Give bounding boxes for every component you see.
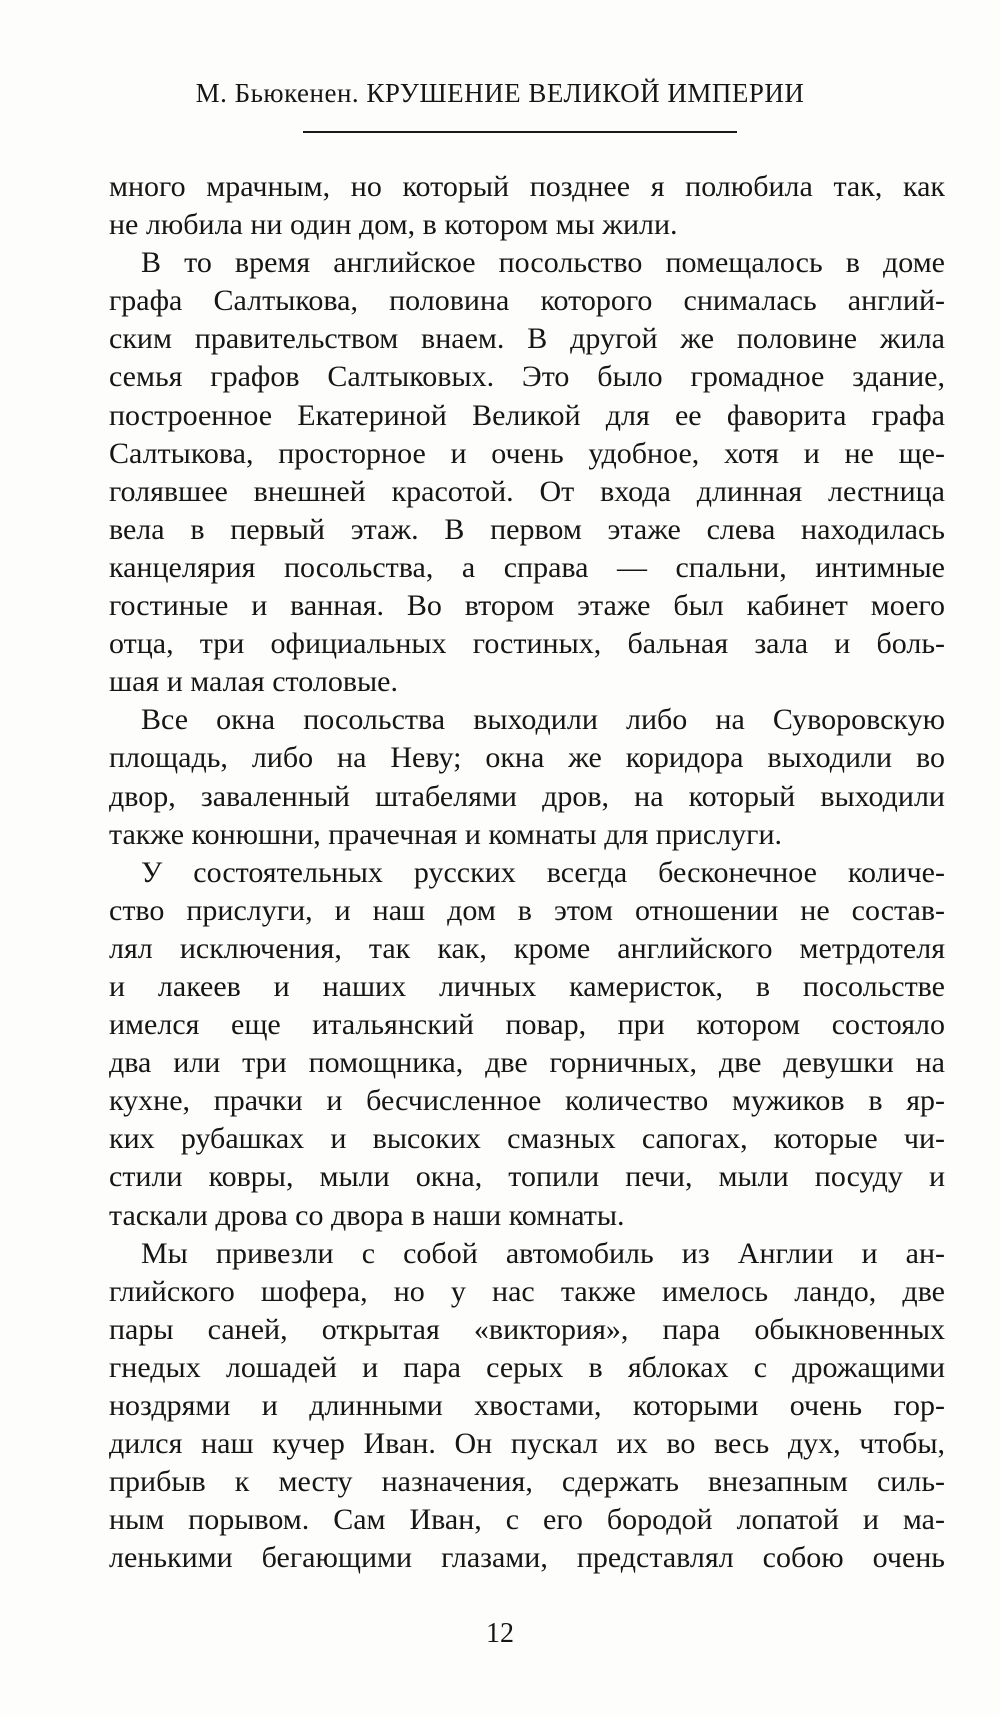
header-rule <box>303 131 737 133</box>
text-line: семья графов Салтыковых. Это было громадное здание, <box>109 360 945 394</box>
text-line: таскали дрова со двора в наши комнаты. <box>109 1198 625 1232</box>
text-line: ским правительством внаем. В другой же половине жила <box>109 322 945 356</box>
text-line: построенное Екатериной Великой для ее фаворита графа <box>109 398 945 432</box>
text-line: канцелярия посольства, а справа — спальни, интимные <box>109 550 945 584</box>
text-line: не любила ни один дом, в котором мы жили. <box>109 208 678 242</box>
text-line: ным порывом. Сам Иван, с его бородой лопатой и ма- <box>109 1503 945 1537</box>
text-line: много мрачным, но который позднее я полюбила так, как <box>109 170 945 203</box>
text-line: пары саней, открытая «виктория», пара обыкновенных <box>109 1312 945 1346</box>
text-line: дился наш кучер Иван. Он пускал их во весь дух, чтобы, <box>109 1427 945 1461</box>
text-line: лял исключения, так как, кроме английского метрдотеля <box>109 931 945 965</box>
text-line: гнедых лошадей и пара серых в яблоках с дрожащими <box>109 1350 945 1384</box>
text-line: два или три помощника, две горничных, две девушки на <box>109 1046 945 1080</box>
text-line: Все окна посольства выходили либо на Суворовскую <box>141 703 945 737</box>
text-line: Салтыкова, просторное и очень удобное, хотя и не ще- <box>109 436 945 470</box>
text-line: глийского шофера, но у нас также имелось ландо, две <box>109 1274 945 1308</box>
text-line: У состоятельных русских всегда бесконечное количе- <box>141 855 945 889</box>
text-line: шая и малая столовые. <box>109 665 398 699</box>
text-line: и лакеев и наших личных камеристок, в посольстве <box>109 969 945 1003</box>
text-line: двор, заваленный штабелями дров, на который выходили <box>109 779 945 813</box>
text-line: кухне, прачки и бесчисленное количество мужиков в яр- <box>109 1084 945 1118</box>
page-number: 12 <box>486 1618 514 1649</box>
text-line: вела в первый этаж. В первом этаже слева находилась <box>109 512 945 546</box>
text-line: графа Салтыкова, половина которого снималась англий- <box>109 284 945 318</box>
body-text <box>109 168 945 1577</box>
text-line: ких рубашках и высоких смазных сапогах, которые чи- <box>109 1122 945 1156</box>
text-line: ноздрями и длинными хвостами, которыми очень гор- <box>109 1389 945 1422</box>
text-line: В то время английское посольство помещалось в доме <box>141 246 945 280</box>
text-line: имелся еще итальянский повар, при котором состояло <box>109 1008 945 1042</box>
text-line: Мы привезли с собой автомобиль из Англии и ан- <box>141 1236 945 1270</box>
text-line: отца, три официальных гостиных, бальная зала и боль- <box>109 627 945 661</box>
text-line: также конюшни, прачечная и комнаты для прислуги. <box>109 817 782 851</box>
text-line: гостиные и ванная. Во втором этаже был кабинет моего <box>109 589 945 623</box>
text-line: ленькими бегающими глазами, представлял собою очень <box>109 1541 945 1575</box>
text-line: голявшее внешней красотой. От входа длинная лестница <box>109 474 945 508</box>
text-line: ство прислуги, и наш дом в этом отношении не состав- <box>109 893 945 927</box>
text-line: площадь, либо на Неву; окна же коридора выходили во <box>109 741 945 775</box>
text-line: стили ковры, мыли окна, топили печи, мыли посуду и <box>109 1160 945 1194</box>
text-line: прибыв к месту назначения, сдержать внезапным силь- <box>109 1465 945 1499</box>
running-head: М. Бьюкенен. КРУШЕНИЕ ВЕЛИКОЙ ИМПЕРИИ <box>195 78 805 108</box>
